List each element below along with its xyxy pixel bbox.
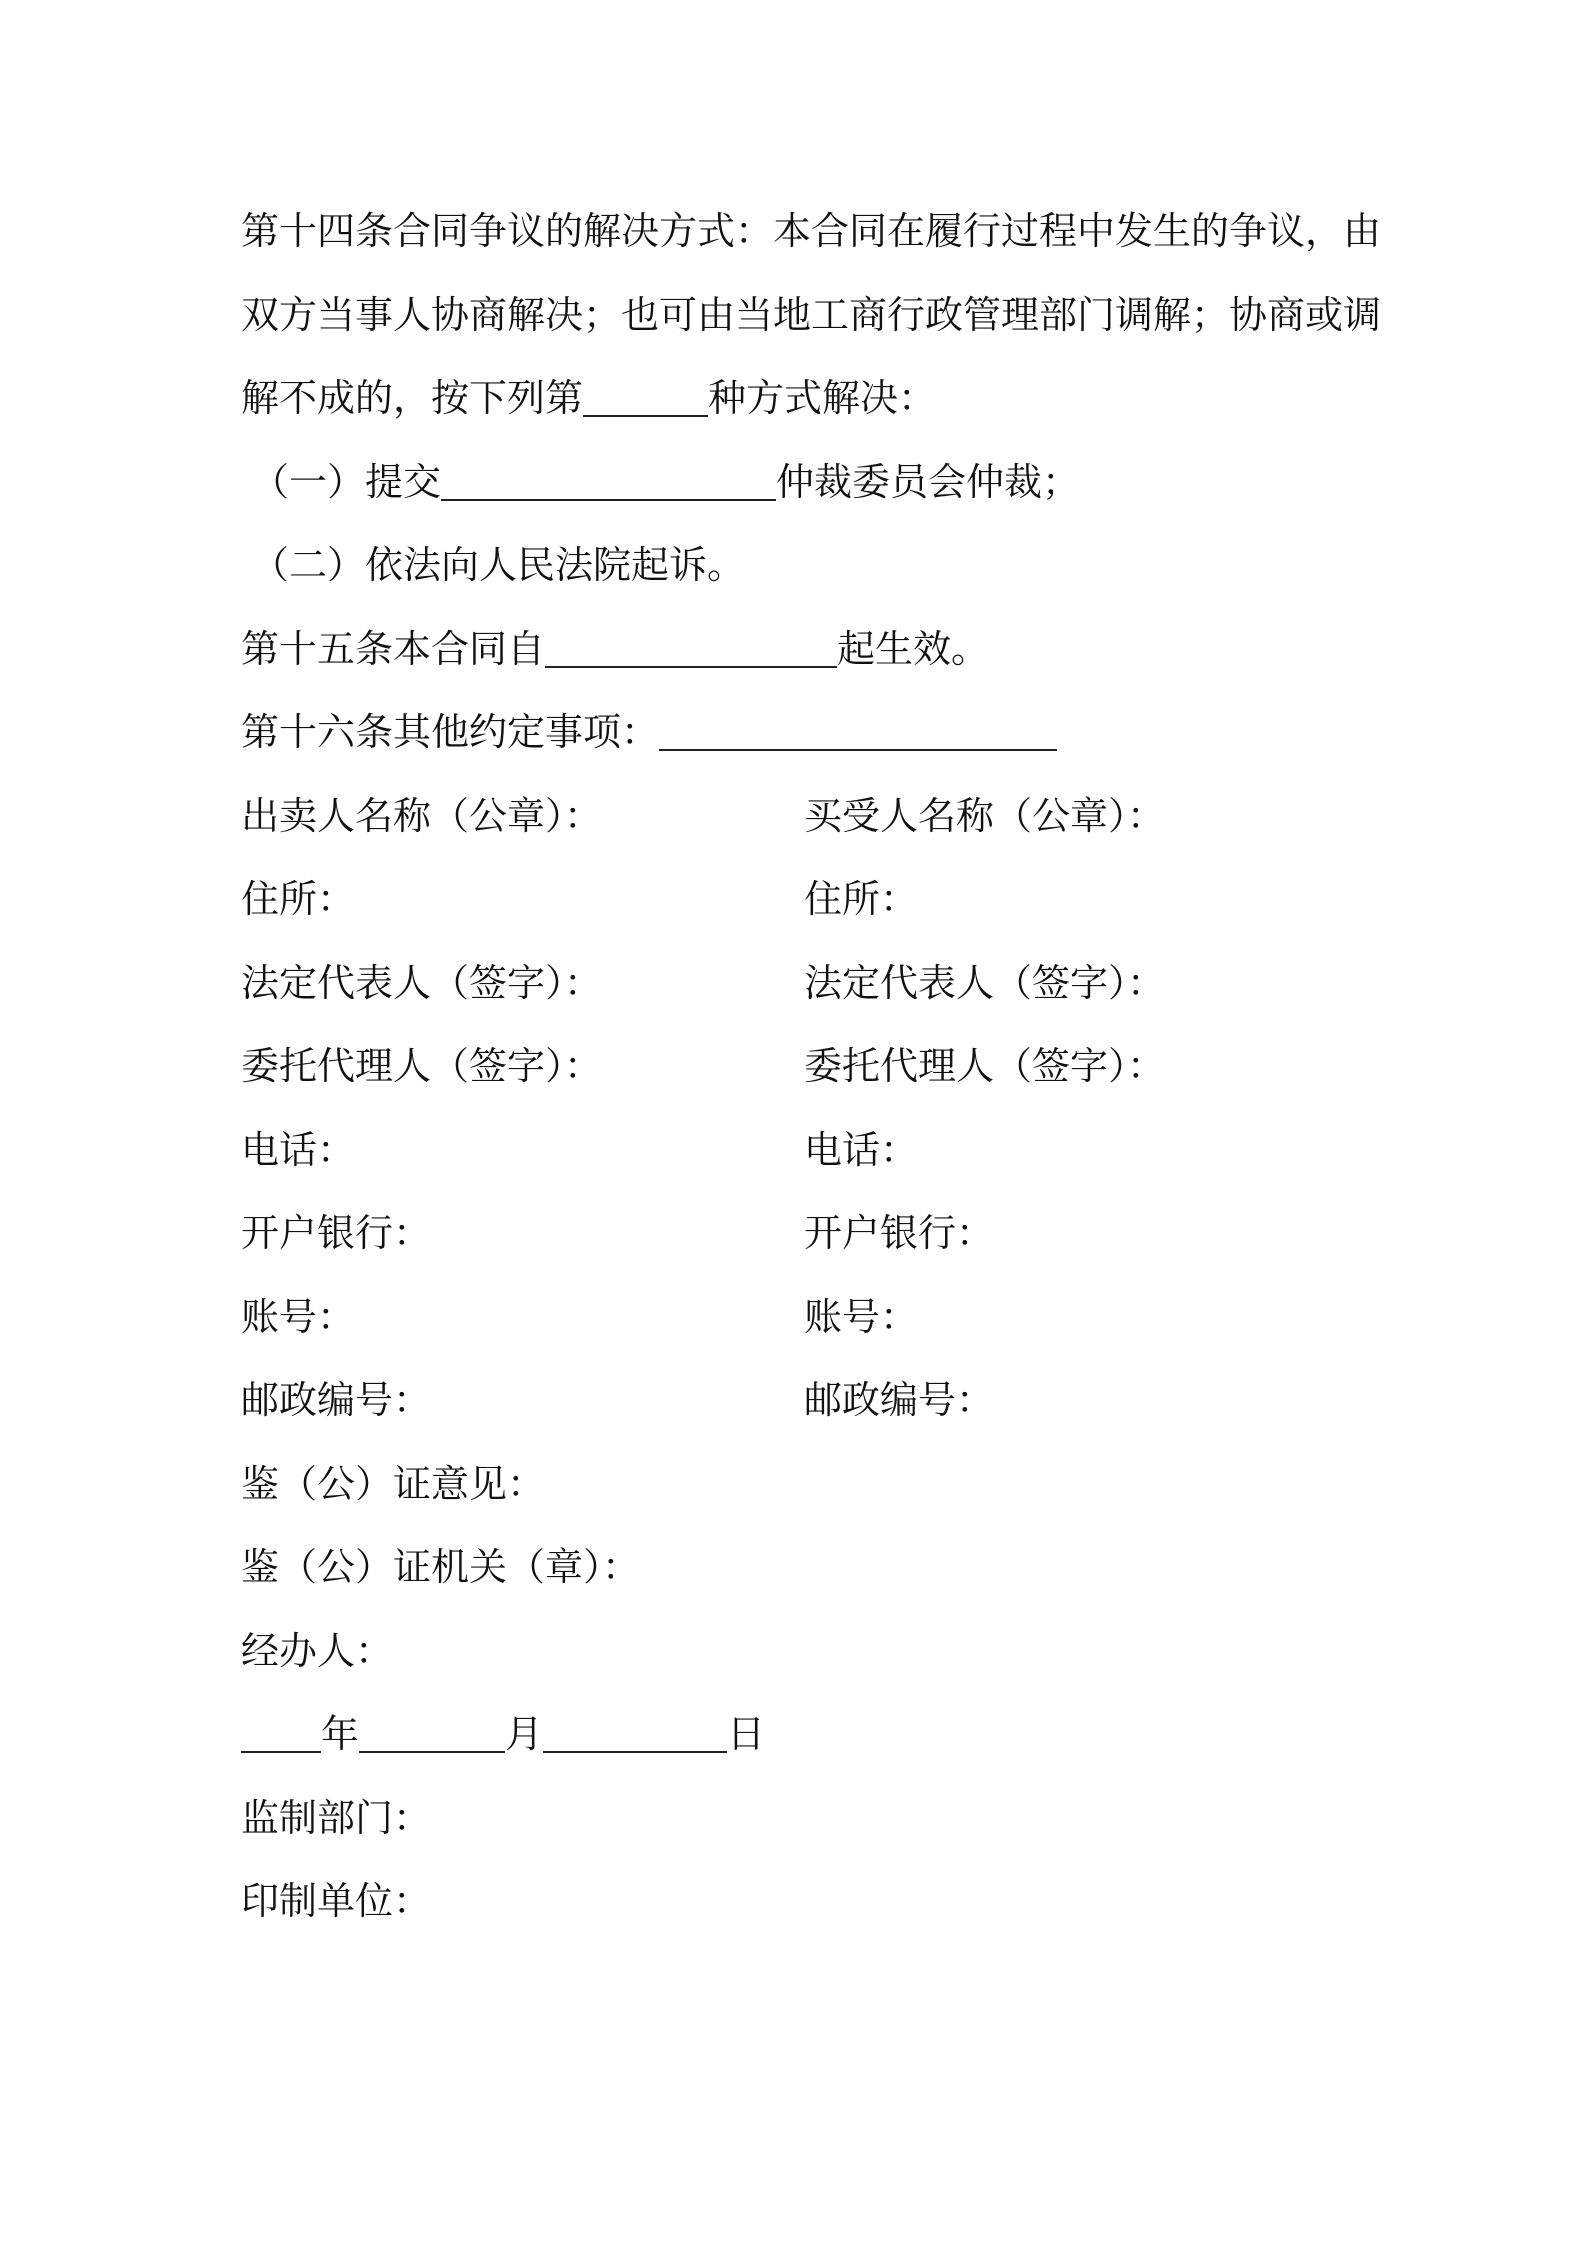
article-16 — [241, 691, 1361, 775]
printer-label: 印制单位： — [241, 1879, 432, 1923]
buyer-legal-rep-label: 法定代表人（签字）： — [804, 960, 1166, 1005]
month-blank[interactable] — [359, 1711, 505, 1753]
seller-legal-rep-label: 法定代表人（签字）： — [241, 960, 603, 1005]
article-14-line-3 — [241, 357, 1361, 441]
option-1 — [241, 441, 1361, 525]
article-16-label: 第十六条其他约定事项： — [241, 710, 660, 754]
year-label: 年 — [321, 1712, 360, 1756]
article-15 — [241, 608, 1361, 692]
seller-name-label: 出卖人名称（公章）： — [241, 793, 603, 838]
method-number-blank[interactable] — [583, 375, 708, 417]
seller-postcode-label: 邮政编号： — [241, 1378, 432, 1422]
day-label: 日 — [727, 1712, 766, 1756]
party-row-postcode — [241, 1359, 1361, 1443]
buyer-postcode-label: 邮政编号： — [804, 1378, 995, 1422]
party-row-phone — [241, 1109, 1361, 1193]
seller-address-label: 住所： — [241, 877, 356, 921]
date-line — [241, 1693, 1361, 1777]
buyer-address-label: 住所： — [804, 877, 919, 921]
buyer-bank-label: 开户银行： — [804, 1211, 995, 1255]
notary-office-label: 鉴（公）证机关（章）： — [241, 1545, 641, 1589]
year-blank[interactable] — [241, 1711, 321, 1753]
buyer-account-label: 账号： — [804, 1294, 919, 1339]
buyer-agent-label: 委托代理人（签字）： — [804, 1044, 1166, 1088]
supervisor-label: 监制部门： — [241, 1795, 432, 1840]
party-row-bank — [241, 1192, 1361, 1276]
arbitration-committee-blank[interactable] — [441, 459, 776, 501]
buyer-name-label: 买受人名称（公章）： — [804, 793, 1166, 838]
seller-agent-label: 委托代理人（签字）： — [241, 1044, 603, 1088]
article-14-line-2: 双方当事人协商解决；也可由当地工商行政管理部门调解；协商或调 — [241, 292, 1382, 337]
article-14-line-1: 第十四条合同争议的解决方式：本合同在履行过程中发生的争议，由 — [241, 209, 1382, 253]
party-row-agent — [241, 1025, 1361, 1109]
article-14-line-3-prefix: 解不成的，按下列第 — [241, 376, 584, 420]
option-1-suffix: 仲裁委员会仲裁； — [776, 459, 1081, 504]
contract-body — [241, 190, 1382, 1944]
party-row-name — [241, 775, 1361, 859]
article-15-suffix: 起生效。 — [837, 626, 990, 671]
handler-label: 经办人： — [241, 1628, 394, 1673]
party-row-account — [241, 1276, 1361, 1360]
notary-opinion-label: 鉴（公）证意见： — [241, 1461, 546, 1506]
seller-phone-label: 电话： — [241, 1127, 356, 1172]
day-blank[interactable] — [543, 1711, 727, 1753]
buyer-phone-label: 电话： — [804, 1127, 919, 1172]
effective-date-blank[interactable] — [545, 626, 837, 668]
option-1-prefix: （一）提交 — [251, 459, 442, 504]
other-matters-blank[interactable] — [659, 709, 1057, 751]
seller-bank-label: 开户银行： — [241, 1211, 432, 1255]
article-14-line-3-suffix: 种方式解决： — [708, 376, 937, 420]
article-15-prefix: 第十五条本合同自 — [241, 626, 546, 671]
party-row-address — [241, 858, 1361, 942]
month-label: 月 — [505, 1712, 544, 1756]
seller-account-label: 账号： — [241, 1294, 356, 1339]
option-2: （二）依法向人民法院起诉。 — [251, 543, 746, 587]
party-row-legal-rep — [241, 942, 1361, 1026]
